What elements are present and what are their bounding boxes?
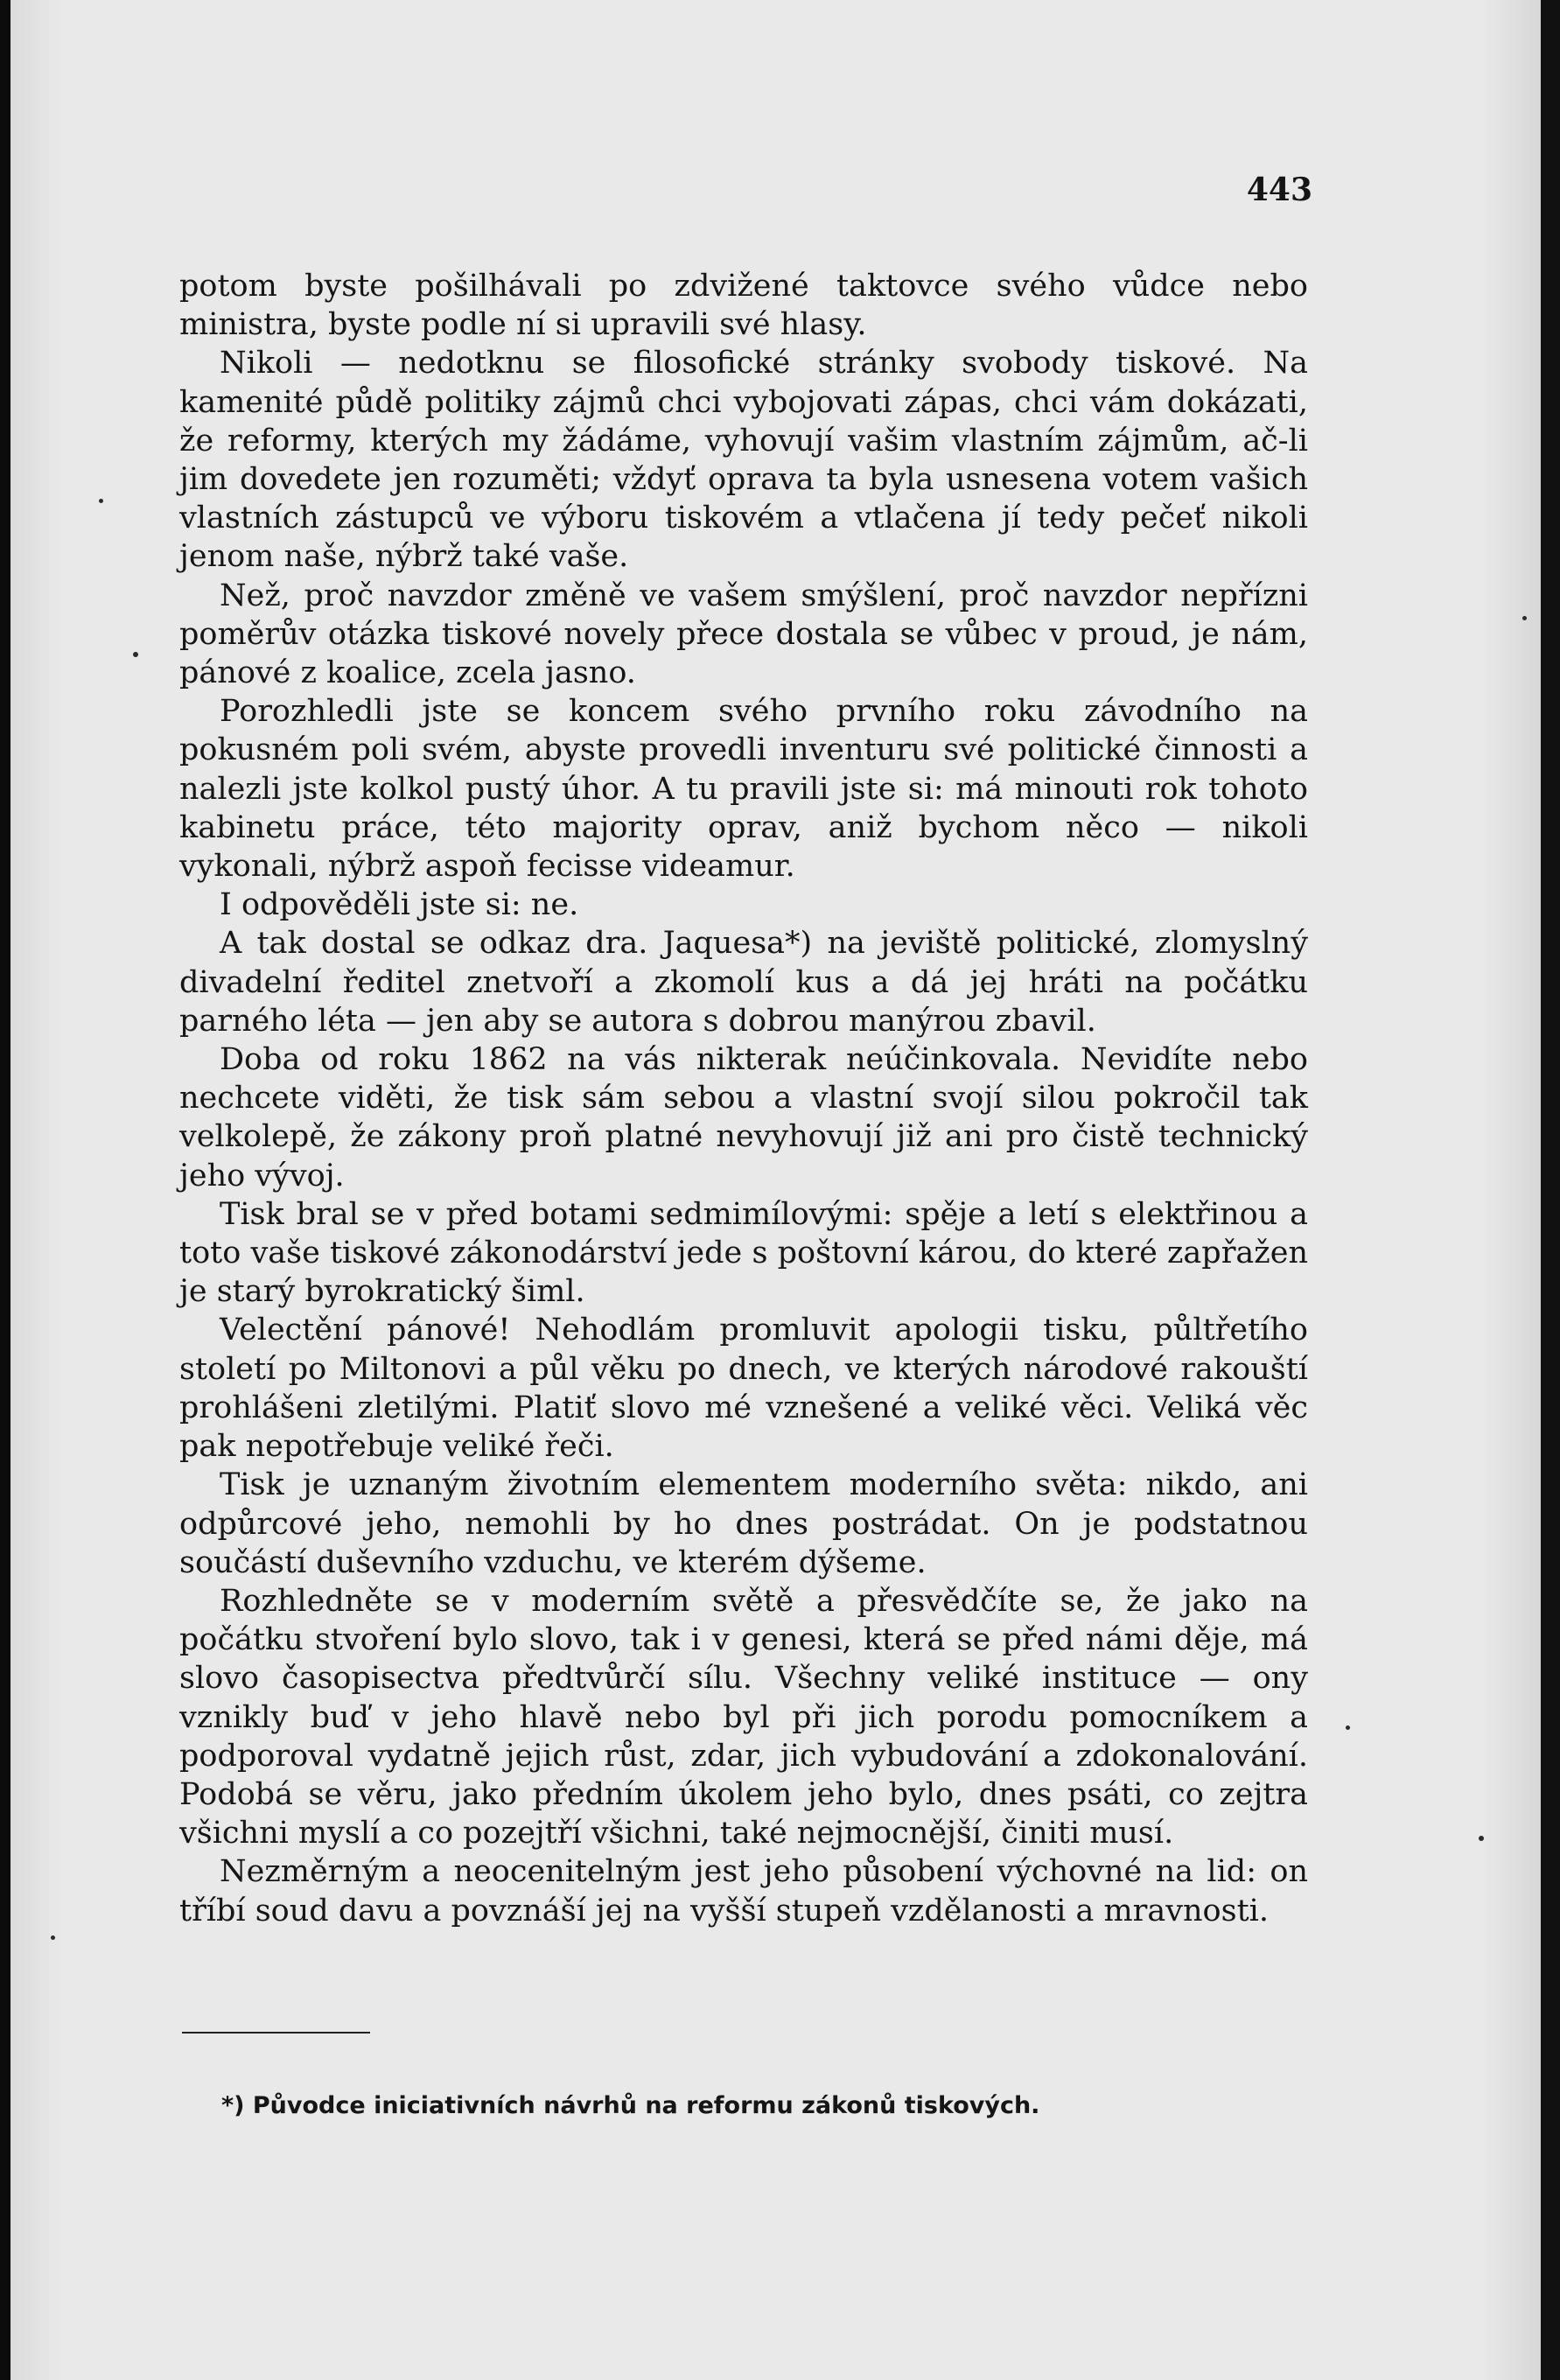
scan-speck	[1479, 1836, 1484, 1841]
paragraph: Tisk je uznaným životním elementem moderního světa: nikdo, ani odpůrcové jeho, nemohli by ho dnes postrádat. On je podstatnou součástí duševního vzduchu, ve kterém dýšeme.	[179, 1467, 1308, 1580]
footnote-divider	[182, 2032, 370, 2034]
paragraph: I odpověděli jste si: ne.	[220, 887, 579, 923]
scan-speck	[133, 652, 138, 657]
paragraph: Nikoli — nedotknu se filosofické stránky svobody tiskové. Na kamenité půdě politiky zájmů chci vybojovati zápas, chci vám dokázati, že reformy, kterých my žádáme, vyhovují vašim vlastním zájmům, ač-li jim dovedete jen rozuměti; vždyť oprava ta byla usnesena votem vašich vlastních zástupců ve výboru tiskovém a vtlačena jí tedy pečeť nikoli jenom naše, nýbrž také vaše.	[179, 346, 1308, 575]
scan-speck	[1522, 616, 1527, 620]
scan-speck	[99, 499, 103, 503]
paragraph: Rozhledněte se v moderním světě a přesvědčíte se, že jako na počátku stvoření bylo slovo, tak i v genesi, která se před námi děje, má slovo časopisectva předtvůrčí sílu. Všechny veliké instituce — ony vznikly buď v jeho hlavě nebo byl při jich porodu pomocníkem a podporoval vydatně jejich růst, zdar, jich vybudování a zdokonalování. Podobá se věru, jako předním úkolem jeho bylo, dnes psáti, co zejtra všichni myslí a co pozejtří všichni, také nejmocnější, činiti musí.	[179, 1583, 1308, 1852]
body-text	[179, 267, 1308, 1930]
left-scan-edge	[0, 0, 10, 2380]
right-scan-edge	[1541, 0, 1560, 2380]
paragraph: Porozhledli jste se koncem svého prvního roku závodního na pokusném poli svém, abyste provedli inventuru své politické činnosti a nalezli jste kolkol pustý úhor. A tu pravili jste si: má minouti rok tohoto kabinetu práce, této majority oprav, aniž bychom něco — nikoli vykonali, nýbrž aspoň fecisse videamur.	[179, 694, 1308, 885]
paragraph: Než, proč navzdor změně ve vašem smýšlení, proč navzdor nepřízni poměrův otázka tiskové novely přece dostala se vůbec v proud, je nám, pánové z koalice, zcela jasno.	[179, 578, 1308, 691]
left-edge-shadow	[10, 0, 63, 2380]
right-edge-shadow	[1480, 0, 1541, 2380]
footnote: *) Původce iniciativních návrhů na reformu zákonů tiskových.	[221, 2092, 1040, 2119]
paragraph: Doba od roku 1862 na vás nikterak neúčinkovala. Nevidíte nebo nechcete viděti, že tisk sám sebou a vlastní svojí silou pokročil tak velkolepě, že zákony proň platné nevyhovují již ani pro čistě technický jeho vývoj.	[179, 1042, 1308, 1194]
scan-speck	[51, 1936, 55, 1940]
paragraph: Nezměrným a neocenitelným jest jeho působení výchovné na lid: on tříbí soud davu a povznáší jej na vyšší stupeň vzdělanosti a mravnosti.	[179, 1854, 1308, 1928]
paragraph: potom byste pošilhávali po zdvižené taktovce svého vůdce nebo ministra, byste podle ní si upravili své hlasy.	[179, 269, 1308, 343]
page-number: 443	[1246, 172, 1312, 208]
scan-speck	[1346, 1726, 1350, 1730]
paragraph: A tak dostal se odkaz dra. Jaquesa*) na jeviště politické, zlomyslný divadelní ředitel znetvoří a zkomolí kus a dá jej hráti na počátku parného léta — jen aby se autora s dobrou manýrou zbavil.	[179, 926, 1308, 1039]
paragraph: Tisk bral se v před botami sedmimílovými: spěje a letí s elektřinou a toto vaše tiskové zákonodárství jede s poštovní károu, do které zapřažen je starý byrokratický šiml.	[179, 1196, 1308, 1310]
paragraph: Velectění pánové! Nehodlám promluvit apologii tisku, půltřetího století po Miltonovi a půl věku po dnech, ve kterých národové rakouští prohlášeni zletilými. Platiť slovo mé vznešené a veliké věci. Veliká věc pak nepotřebuje veliké řeči.	[179, 1312, 1308, 1465]
